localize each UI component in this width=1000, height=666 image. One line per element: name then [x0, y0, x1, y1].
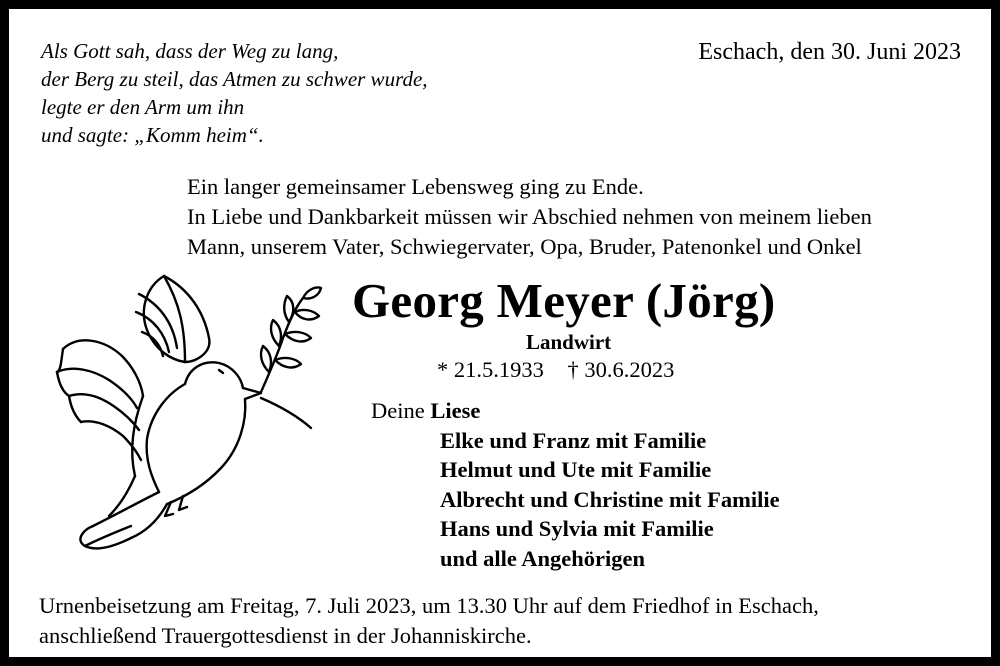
poem-line: legte er den Arm um ihn [41, 95, 245, 119]
mourner-row: Albrecht und Christine mit Familie [440, 486, 780, 512]
dove-with-olive-branch-icon [39, 264, 329, 554]
deceased-name: Georg Meyer (Jörg) [352, 273, 776, 328]
birth-date: * 21.5.1933 [437, 357, 544, 382]
burial-line: anschließend Trauergottesdienst in der Johanniskirche. [39, 623, 532, 648]
burial-info [39, 591, 819, 651]
place-date: Eschach, den 30. Juni 2023 [698, 39, 961, 65]
intro-line: In Liebe und Dankbarkeit müssen wir Abschied nehmen von meinem lieben [187, 204, 872, 229]
poem-line: der Berg zu steil, das Atmen zu schwer wurde, [41, 67, 428, 91]
mourner-row: Hans und Sylvia mit Familie [440, 516, 714, 541]
intro-line: Ein langer gemeinsamer Lebensweg ging zu Ende. [187, 174, 644, 199]
death-date: † 30.6.2023 [567, 357, 675, 382]
deceased-occupation: Landwirt [526, 330, 612, 354]
mourners-list [371, 396, 780, 573]
mourner-name: Liese [430, 398, 481, 423]
mourner-row: und alle Angehörigen [440, 545, 646, 571]
poem-line: und sagte: „Komm heim“. [41, 123, 264, 147]
mourner-row: Elke und Franz mit Familie [440, 427, 707, 453]
intro-text [187, 172, 872, 262]
intro-line: Mann, unserem Vater, Schwiegervater, Opa, Bruder, Patenonkel und Onkel [187, 234, 862, 259]
mourners-lead: Deine [371, 398, 431, 423]
mourner-row [371, 396, 780, 426]
burial-line: Urnenbeisetzung am Freitag, 7. Juli 2023, um 13.30 Uhr auf dem Friedhof in Eschach, [39, 593, 819, 618]
mourner-row: Helmut und Ute mit Familie [440, 457, 712, 482]
poem-line: Als Gott sah, dass der Weg zu lang, [41, 39, 339, 63]
poem [41, 37, 428, 149]
life-dates [437, 357, 674, 383]
